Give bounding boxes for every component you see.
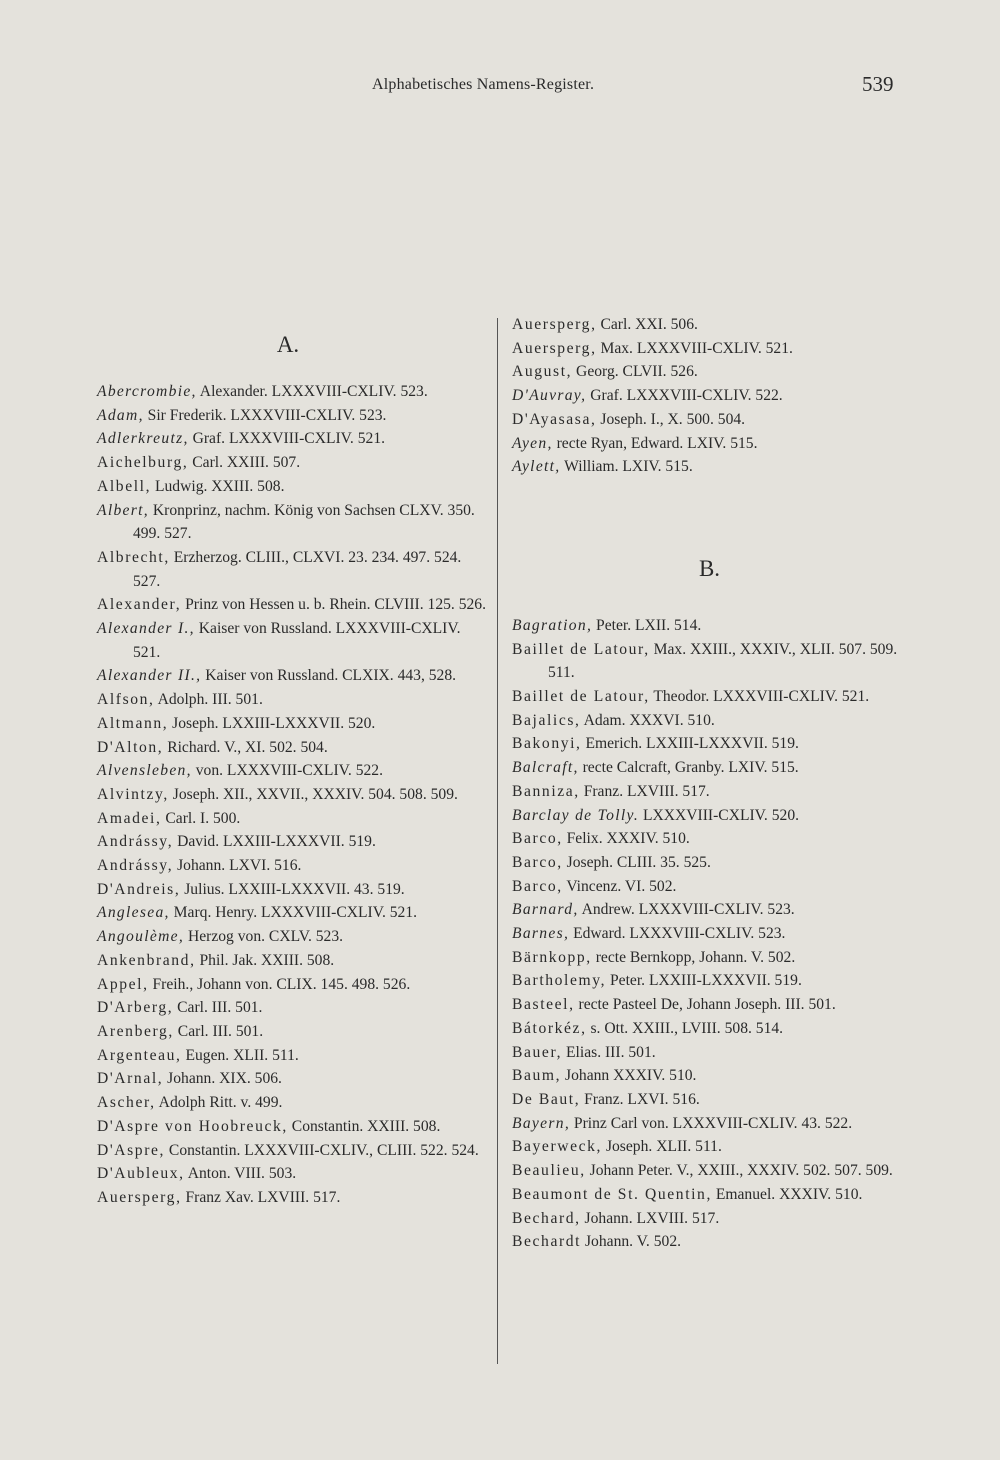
entry-references: LXXXVIII-CXLIV. 520. [639, 806, 800, 824]
entry-name: Alexander, [97, 596, 182, 614]
entry-references: Emerich. LXXIII-LXXXVII. 519. [581, 735, 799, 753]
index-entry [97, 1186, 487, 1210]
entry-references: Georg. CLVII. 526. [572, 363, 698, 381]
index-entry [512, 313, 907, 337]
index-entry [512, 1017, 907, 1041]
index-entry [512, 756, 907, 780]
entry-references: Adolph Ritt. v. 499. [155, 1094, 283, 1112]
index-entry [512, 1183, 907, 1207]
page-number: 539 [862, 72, 894, 96]
section-letter-a: A. [276, 332, 300, 357]
entry-references: Ludwig. XXIII. 508. [151, 477, 285, 495]
section-letter-b: B. [698, 555, 721, 581]
entry-references: von. LXXXVIII-CXLIV. 522. [191, 762, 383, 780]
entry-name: Bayerweck, [512, 1138, 603, 1156]
entry-name: Basteel, [512, 996, 575, 1014]
index-entry [97, 1044, 487, 1068]
entry-list [512, 614, 907, 1254]
entry-references: Theodor. LXXXVIII-CXLIV. 521. [649, 688, 870, 706]
entry-name: De Baut, [512, 1090, 581, 1108]
index-entry [97, 1091, 487, 1115]
index-entry [97, 878, 487, 902]
entry-references: Max. XXIII., XXXIV., XLII. 507. 509. 511. [548, 640, 898, 682]
entry-references: Johann. XIX. 506. [163, 1070, 282, 1088]
entry-references: Adolph. III. 501. [154, 691, 263, 709]
entry-name: Appel, [97, 975, 149, 993]
entry-references: Prinz Carl von. LXXXVIII-CXLIV. 43. 522. [570, 1114, 853, 1132]
index-entry [97, 664, 487, 688]
index-entry [512, 1064, 907, 1088]
entry-name: Beaulieu, [512, 1162, 586, 1180]
entry-references: Freih., Johann von. CLIX. 145. 498. 526. [148, 975, 411, 993]
index-entry [97, 783, 487, 807]
index-entry [97, 949, 487, 973]
index-entry [512, 432, 907, 456]
entry-name: Ayen, [512, 434, 553, 452]
index-entry [512, 851, 907, 875]
index-entry [97, 617, 487, 664]
index-entry [512, 780, 907, 804]
entry-references: recte Pasteel De, Johann Joseph. III. 501. [574, 996, 836, 1014]
index-entry [512, 969, 907, 993]
entry-name: D'Arnal, [97, 1070, 164, 1088]
index-entry [97, 759, 487, 783]
entry-name: Baum, [512, 1067, 562, 1085]
index-entry [97, 688, 487, 712]
entry-references: Vincenz. VI. 502. [562, 877, 677, 895]
entry-name: Adlerkreutz, [97, 430, 189, 448]
index-entry [512, 455, 907, 479]
entry-name: Baillet de Latour, [512, 688, 650, 706]
entry-references: Constantin. LXXXVIII-CXLIV., CLIII. 522. 524. [165, 1141, 479, 1159]
entry-name: Amadei, [97, 809, 162, 827]
index-entry [97, 830, 487, 854]
entry-references: Carl. III. 501. [173, 1022, 264, 1040]
entry-list [97, 380, 487, 1210]
entry-references: Eugen. XLII. 511. [181, 1046, 299, 1064]
entry-name: Bayern, [512, 1114, 571, 1132]
entry-references: Carl. XXIII. 507. [188, 454, 301, 472]
entry-name: D'Aubleux, [97, 1165, 185, 1183]
entry-references: recte Bernkopp, Johann. V. 502. [591, 948, 796, 966]
index-entry [97, 1020, 487, 1044]
entry-references: Emanuel. XXXIV. 510. [711, 1185, 863, 1203]
index-entry [512, 1112, 907, 1136]
entry-name: D'Andreis, [97, 880, 181, 898]
index-entry [512, 408, 907, 432]
entry-references: Johann. LXVIII. 517. [580, 1209, 720, 1227]
index-entry [512, 384, 907, 408]
entry-references: Johann. LXVI. 516. [173, 857, 302, 875]
entry-references: Johann Peter. V., XXIII., XXXIV. 502. 507. 509. [585, 1162, 893, 1180]
entry-name: D'Aspre von Hoobreuck, [97, 1117, 288, 1135]
index-entry [97, 1139, 487, 1163]
entry-list [512, 313, 907, 479]
entry-references: Johann. V. 502. [581, 1233, 682, 1251]
entry-name: Bauer, [512, 1043, 563, 1061]
index-entry [97, 807, 487, 831]
entry-name: Barco, [512, 877, 563, 895]
index-entry [97, 546, 487, 593]
index-entry [97, 736, 487, 760]
entry-references: Johann XXXIV. 510. [561, 1067, 697, 1085]
entry-references: Joseph. XII., XXVII., XXXIV. 504. 508. 509. [168, 785, 458, 803]
entry-name: Auersperg, [512, 339, 597, 357]
index-entry [97, 854, 487, 878]
entry-references: Joseph. CLIII. 35. 525. [562, 853, 711, 871]
index-entry [512, 709, 907, 733]
index-entry [512, 993, 907, 1017]
index-entry [512, 732, 907, 756]
entry-references: Joseph. I., X. 500. 504. [596, 410, 746, 428]
entry-name: Bagration, [512, 616, 593, 634]
entry-name: Auersperg, [97, 1188, 182, 1206]
entry-name: Aichelburg, [97, 454, 189, 472]
entry-references: Sir Frederik. LXXXVIII-CXLIV. 523. [143, 406, 387, 424]
entry-references: Marq. Henry. LXXXVIII-CXLIV. 521. [169, 904, 418, 922]
index-entry [97, 1162, 487, 1186]
entry-references: Herzog von. CXLV. 523. [184, 928, 344, 946]
entry-name: Banniza, [512, 782, 580, 800]
index-entry [97, 380, 487, 404]
entry-references: Graf. LXXXVIII-CXLIV. 522. [586, 387, 783, 405]
index-entry [512, 1207, 907, 1231]
index-entry [512, 898, 907, 922]
entry-references: Peter. LXII. 514. [592, 616, 702, 634]
index-entry [512, 827, 907, 851]
entry-name: Albert, [97, 501, 149, 519]
entry-references: Erzherzog. CLIII., CLXVI. 23. 234. 497. 524. 527. [133, 548, 462, 590]
entry-references: Julius. LXXIII-LXXXVII. 43. 519. [180, 880, 405, 898]
index-entry [512, 1088, 907, 1112]
entry-references: Anton. VIII. 503. [184, 1165, 297, 1183]
index-entry [512, 875, 907, 899]
index-entry [512, 1230, 907, 1254]
index-entry [512, 638, 907, 685]
entry-name: Albrecht, [97, 548, 170, 566]
entry-name: Aylett, [512, 458, 561, 476]
entry-name: D'Ayasasa, [512, 410, 597, 428]
entry-references: Alexander. LXXXVIII-CXLIV. 523. [196, 383, 428, 400]
entry-references: Carl. III. 501. [173, 999, 263, 1017]
entry-references: William. LXIV. 515. [560, 458, 693, 476]
entry-references: Edward. LXXXVIII-CXLIV. 523. [569, 925, 786, 943]
entry-name: Baillet de Latour, [512, 640, 650, 658]
entry-name: Alexander I., [97, 620, 195, 638]
right-column [512, 313, 907, 1254]
entry-references: Kaiser von Russland. LXXXVIII-CXLIV. 521. [133, 620, 461, 661]
index-entry [97, 996, 487, 1020]
index-entry [97, 1067, 487, 1091]
entry-name: Barnard, [512, 901, 579, 919]
entry-references: Franz. LXVI. 516. [580, 1090, 700, 1108]
entry-name: Barco, [512, 853, 563, 871]
entry-name: D'Aspre, [97, 1141, 166, 1159]
entry-references: Peter. LXXIII-LXXXVII. 519. [606, 972, 802, 990]
entry-references: Felix. XXXIV. 510. [562, 830, 690, 848]
entry-name: Andrássy, [97, 833, 174, 851]
entry-references: Andrew. LXXXVIII-CXLIV. 523. [578, 901, 795, 919]
index-entry [512, 1041, 907, 1065]
index-entry [97, 925, 487, 949]
index-entry [512, 685, 907, 709]
entry-references: s. Ott. XXIII., LVIII. 508. 514. [586, 1019, 784, 1037]
entry-name: D'Alton, [97, 738, 164, 756]
index-entry [97, 427, 487, 451]
entry-name: D'Auvray, [512, 387, 587, 405]
entry-references: Adam. XXXVI. 510. [580, 711, 715, 729]
entry-references: Max. LXXXVIII-CXLIV. 521. [596, 339, 793, 357]
entry-references: Kronprinz, nachm. König von Sachsen CLXV. 350. 499. 527. [133, 501, 475, 543]
entry-references: recte Calcraft, Granby. LXIV. 515. [578, 759, 799, 777]
entry-references: Phil. Jak. XXIII. 508. [195, 951, 335, 969]
entry-references: Carl. XXI. 506. [596, 316, 698, 333]
index-entry [512, 922, 907, 946]
column-divider [497, 318, 498, 1364]
entry-name: Ascher, [97, 1094, 156, 1112]
entry-name: Bechardt [512, 1233, 582, 1251]
index-entry [512, 1135, 907, 1159]
entry-name: Bakonyi, [512, 735, 582, 753]
index-entry [97, 499, 487, 546]
index-entry [512, 360, 907, 384]
entry-name: Altmann, [97, 714, 169, 732]
index-entry [512, 946, 907, 970]
entry-references: Joseph. LXXIII-LXXXVII. 520. [168, 714, 376, 732]
entry-name: Barco, [512, 830, 563, 848]
entry-references: Franz Xav. LXVIII. 517. [181, 1188, 341, 1206]
index-entry [97, 475, 487, 499]
entry-name: Bajalics, [512, 711, 581, 729]
index-entry [97, 973, 487, 997]
index-entry [512, 804, 907, 828]
entry-name: Bechard, [512, 1209, 581, 1227]
entry-references: Kaiser von Russland. CLXIX. 443, 528. [201, 667, 457, 685]
entry-name: Anglesea, [97, 904, 170, 922]
entry-name: D'Arberg, [97, 999, 174, 1017]
entry-name: Barclay de Tolly. [512, 806, 640, 824]
index-entry [97, 901, 487, 925]
index-entry [97, 451, 487, 475]
index-entry [97, 1115, 487, 1139]
entry-references: David. LXXIII-LXXXVII. 519. [173, 833, 376, 851]
entry-references: Elias. III. 501. [562, 1043, 656, 1061]
entry-name: Argenteau, [97, 1046, 182, 1064]
entry-name: Alvensleben, [97, 762, 192, 780]
entry-name: Arenberg, [97, 1022, 174, 1040]
entry-name: Beaumont de St. Quentin, [512, 1185, 712, 1203]
entry-references: Prinz von Hessen u. b. Rhein. CLVIII. 125. 526. [181, 596, 486, 614]
entry-name: Auersperg, [512, 316, 597, 333]
entry-name: Balcraft, [512, 759, 579, 777]
entry-references: Carl. I. 500. [161, 809, 241, 827]
entry-name: Alfson, [97, 691, 155, 709]
entry-references: Graf. LXXXVIII-CXLIV. 521. [188, 430, 386, 448]
entry-name: Bátorkéz, [512, 1019, 587, 1037]
left-column [97, 310, 487, 1210]
index-entry [97, 593, 487, 617]
entry-references: Richard. V., XI. 502. 504. [163, 738, 328, 756]
entry-name: Adam, [97, 406, 144, 424]
running-head: Alphabetisches Namens-Register. [372, 76, 595, 93]
entry-name: Bartholemy, [512, 972, 607, 990]
entry-name: Barnes, [512, 925, 570, 943]
index-entry [512, 614, 907, 638]
entry-name: Angoulème, [97, 928, 185, 946]
index-entry [512, 1159, 907, 1183]
entry-references: recte Ryan, Edward. LXIV. 515. [552, 434, 758, 452]
index-entry [97, 712, 487, 736]
entry-name: August, [512, 363, 573, 381]
index-entry [97, 404, 487, 428]
index-entry [512, 337, 907, 361]
entry-name: Alvintzy, [97, 785, 169, 803]
entry-name: Alexander II., [97, 667, 202, 685]
entry-name: Albell, [97, 477, 152, 495]
entry-references: Constantin. XXIII. 508. [287, 1117, 441, 1135]
entry-references: Joseph. XLII. 511. [602, 1138, 722, 1156]
entry-name: Andrássy, [97, 857, 174, 875]
entry-name: Ankenbrand, [97, 951, 196, 969]
entry-references: Franz. LXVIII. 517. [579, 782, 710, 800]
entry-name: Abercrombie, [97, 383, 197, 400]
entry-name: Bärnkopp, [512, 948, 592, 966]
